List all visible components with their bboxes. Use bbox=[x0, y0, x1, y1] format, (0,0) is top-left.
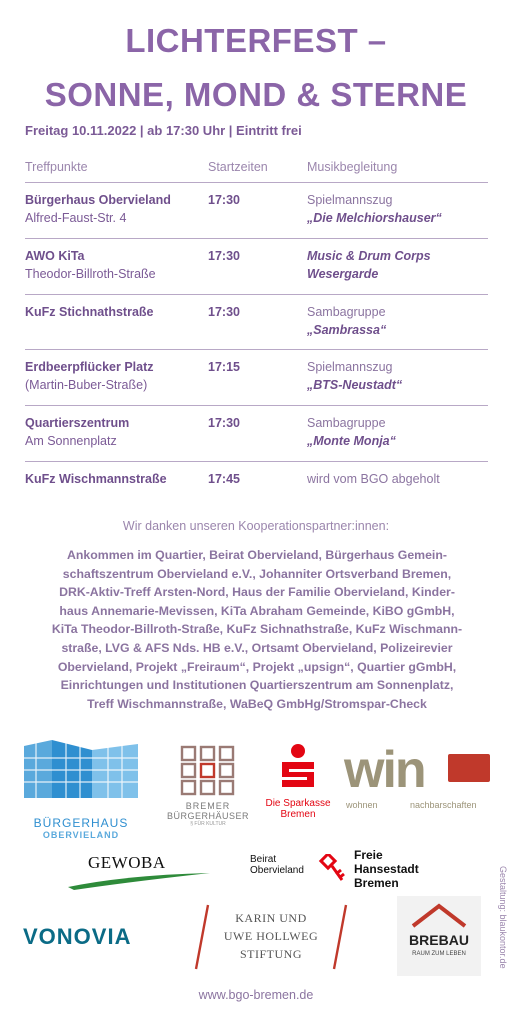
sparkasse-line1: Die Sparkasse bbox=[265, 798, 331, 809]
row-time: 17:30 bbox=[208, 304, 240, 319]
partners-line: KiTa Theodor-Billroth-Straße, KuFz Sichnathstraße, KuFz Wischmann- bbox=[51, 622, 463, 637]
freie-hansestadt-bremen-logo bbox=[318, 848, 438, 894]
hollweg-line1: KARIN UND bbox=[235, 911, 307, 925]
brebau-tagline: RAUM ZUM LEBEN bbox=[412, 951, 466, 957]
meeting-points-table bbox=[25, 160, 488, 518]
partners-line: straße, LVG & AFS Nds. HB e.V., Ortsamt Obervieland, Polizeirevier bbox=[61, 640, 453, 655]
partners-line: haus Annemarie-Mevissen, KiTa Abraham Gemeinde, KiBO gGmbH, bbox=[59, 603, 455, 618]
table-row bbox=[25, 183, 488, 239]
sparkasse-logo bbox=[258, 742, 338, 832]
buergerhaeuser-line2: BÜRGERHÄUSER bbox=[166, 811, 249, 821]
table-row bbox=[25, 350, 488, 406]
row-place: AWO KiTa bbox=[25, 248, 85, 263]
row-music-type: wird vom BGO abgeholt bbox=[307, 471, 440, 486]
sparkasse-line2: Bremen bbox=[280, 809, 316, 820]
row-address: Am Sonnenplatz bbox=[25, 434, 117, 449]
row-music-type: Spielmannszug bbox=[307, 360, 393, 375]
win-word: win bbox=[344, 741, 425, 799]
beirat-obervieland-logo bbox=[250, 854, 328, 886]
row-music-type: Sambagruppe bbox=[307, 304, 386, 319]
partners-line: Einrichtungen und Institutionen Quartierszentrum am Sonnenplatz, bbox=[60, 678, 454, 693]
brebau-logo bbox=[397, 896, 481, 976]
bremen-line1: Freie bbox=[354, 848, 383, 862]
hollweg-stiftung-logo bbox=[190, 903, 352, 973]
buergerhaus-obervieland-logo bbox=[22, 738, 140, 838]
table-row bbox=[25, 406, 488, 462]
hollweg-line3: STIFTUNG bbox=[239, 947, 302, 961]
win-logo bbox=[344, 741, 500, 814]
hollweg-line2: UWE HOLLWEG bbox=[223, 929, 319, 943]
vonovia-name: VONOVIA bbox=[23, 924, 132, 949]
header-startzeiten: Startzeiten bbox=[208, 160, 268, 174]
row-band: „Sambrassa“ bbox=[307, 322, 387, 337]
design-credit bbox=[497, 866, 509, 976]
bremer-buergerhaeuser-logo bbox=[162, 745, 254, 835]
buergerhaus-building-icon bbox=[22, 738, 140, 808]
win-accent-bar bbox=[448, 754, 490, 782]
gewoba-name: GEWOBA bbox=[88, 853, 166, 872]
table-row bbox=[25, 462, 488, 518]
partners-line: Obervieland, Projekt „Freiraum“, Projekt „upsign“, Quartier gGmbH, bbox=[57, 659, 457, 674]
event-date-line: Freitag 10.11.2022 | ab 17:30 Uhr | Eintritt frei bbox=[25, 123, 302, 138]
beirat-line2: Obervieland bbox=[250, 865, 304, 876]
table-row bbox=[25, 239, 488, 295]
buergerhaeuser-grid-icon bbox=[162, 745, 254, 797]
partners-line: DRK-Aktiv-Treff Arsten-Nord, Haus der Familie Obervieland, Kinder- bbox=[59, 585, 455, 600]
row-address: (Martin-Buber-Straße) bbox=[25, 378, 148, 393]
brebau-name: BREBAU bbox=[409, 932, 469, 948]
row-music-type: Sambagruppe bbox=[307, 416, 386, 431]
partners-list bbox=[24, 546, 490, 713]
buergerhaus-line1: BÜRGERHAUS bbox=[33, 816, 129, 830]
gewoba-logo bbox=[66, 853, 212, 893]
row-place: Quartierszentrum bbox=[25, 416, 130, 431]
row-music-type: Music & Drum Corps bbox=[307, 248, 431, 263]
row-time: 17:30 bbox=[208, 193, 240, 207]
bremen-line2: Hansestadt bbox=[354, 862, 419, 876]
table-header bbox=[25, 160, 488, 183]
row-address: Theodor-Billroth-Straße bbox=[25, 266, 156, 281]
title-line-1: LICHTERFEST – bbox=[125, 22, 387, 59]
buergerhaus-line2: OBERVIELAND bbox=[42, 830, 120, 840]
row-time: 17:45 bbox=[208, 471, 240, 486]
row-music-type: Spielmannszug bbox=[307, 193, 393, 207]
row-time: 17:15 bbox=[208, 360, 240, 375]
bremen-key-icon bbox=[318, 854, 348, 886]
title-line-2: SONNE, MOND & STERNE bbox=[44, 76, 468, 113]
beirat-line1: Beirat bbox=[250, 854, 277, 865]
buergerhaeuser-line1: BREMER bbox=[185, 801, 231, 811]
header-treffpunkte: Treffpunkte bbox=[25, 160, 88, 174]
row-time: 17:30 bbox=[208, 416, 240, 431]
win-sub1: wohnen bbox=[346, 800, 378, 810]
gewoba-swoosh-icon bbox=[66, 871, 212, 891]
thanks-heading: Wir danken unseren Kooperationspartner:innen: bbox=[122, 519, 390, 533]
buergerhaeuser-line3: § FÜR KULTUR bbox=[190, 821, 226, 827]
row-band: „BTS-Neustadt“ bbox=[307, 378, 403, 393]
row-place: KuFz Wischmannstraße bbox=[25, 471, 167, 486]
row-band: „Monte Monja“ bbox=[307, 434, 396, 449]
brebau-roof-icon bbox=[411, 902, 467, 928]
row-band: „Die Melchiorshauser“ bbox=[307, 211, 442, 225]
design-credit-text: Gestaltung: blaukontor.de bbox=[498, 866, 508, 969]
footer-url[interactable]: www.bgo-bremen.de bbox=[198, 988, 314, 1002]
vonovia-logo bbox=[23, 924, 153, 952]
sparkasse-s-icon bbox=[258, 742, 338, 788]
partners-line: Ankommen im Quartier, Beirat Obervieland, Bürgerhaus Gemein- bbox=[67, 548, 447, 562]
partners-line: schaftszentrum Obervieland e.V., Johanniter Ortsverband Bremen, bbox=[62, 566, 452, 581]
row-place: Erdbeerpflücker Platz bbox=[25, 360, 154, 375]
row-place: KuFz Stichnathstraße bbox=[25, 304, 154, 319]
header-musikbegleitung: Musikbegleitung bbox=[307, 160, 398, 174]
win-sub2: nachbarschaften bbox=[410, 800, 477, 810]
bremen-line3: Bremen bbox=[354, 876, 399, 890]
table-row bbox=[25, 295, 488, 351]
row-band: Wesergarde bbox=[307, 266, 379, 281]
row-address: Alfred-Faust-Str. 4 bbox=[25, 211, 127, 225]
row-place: Bürgerhaus Obervieland bbox=[25, 193, 171, 207]
partners-line: Treff Wischmannstraße, WaBeQ GmbHg/Stromspar-Check bbox=[87, 696, 427, 711]
row-time: 17:30 bbox=[208, 248, 240, 263]
